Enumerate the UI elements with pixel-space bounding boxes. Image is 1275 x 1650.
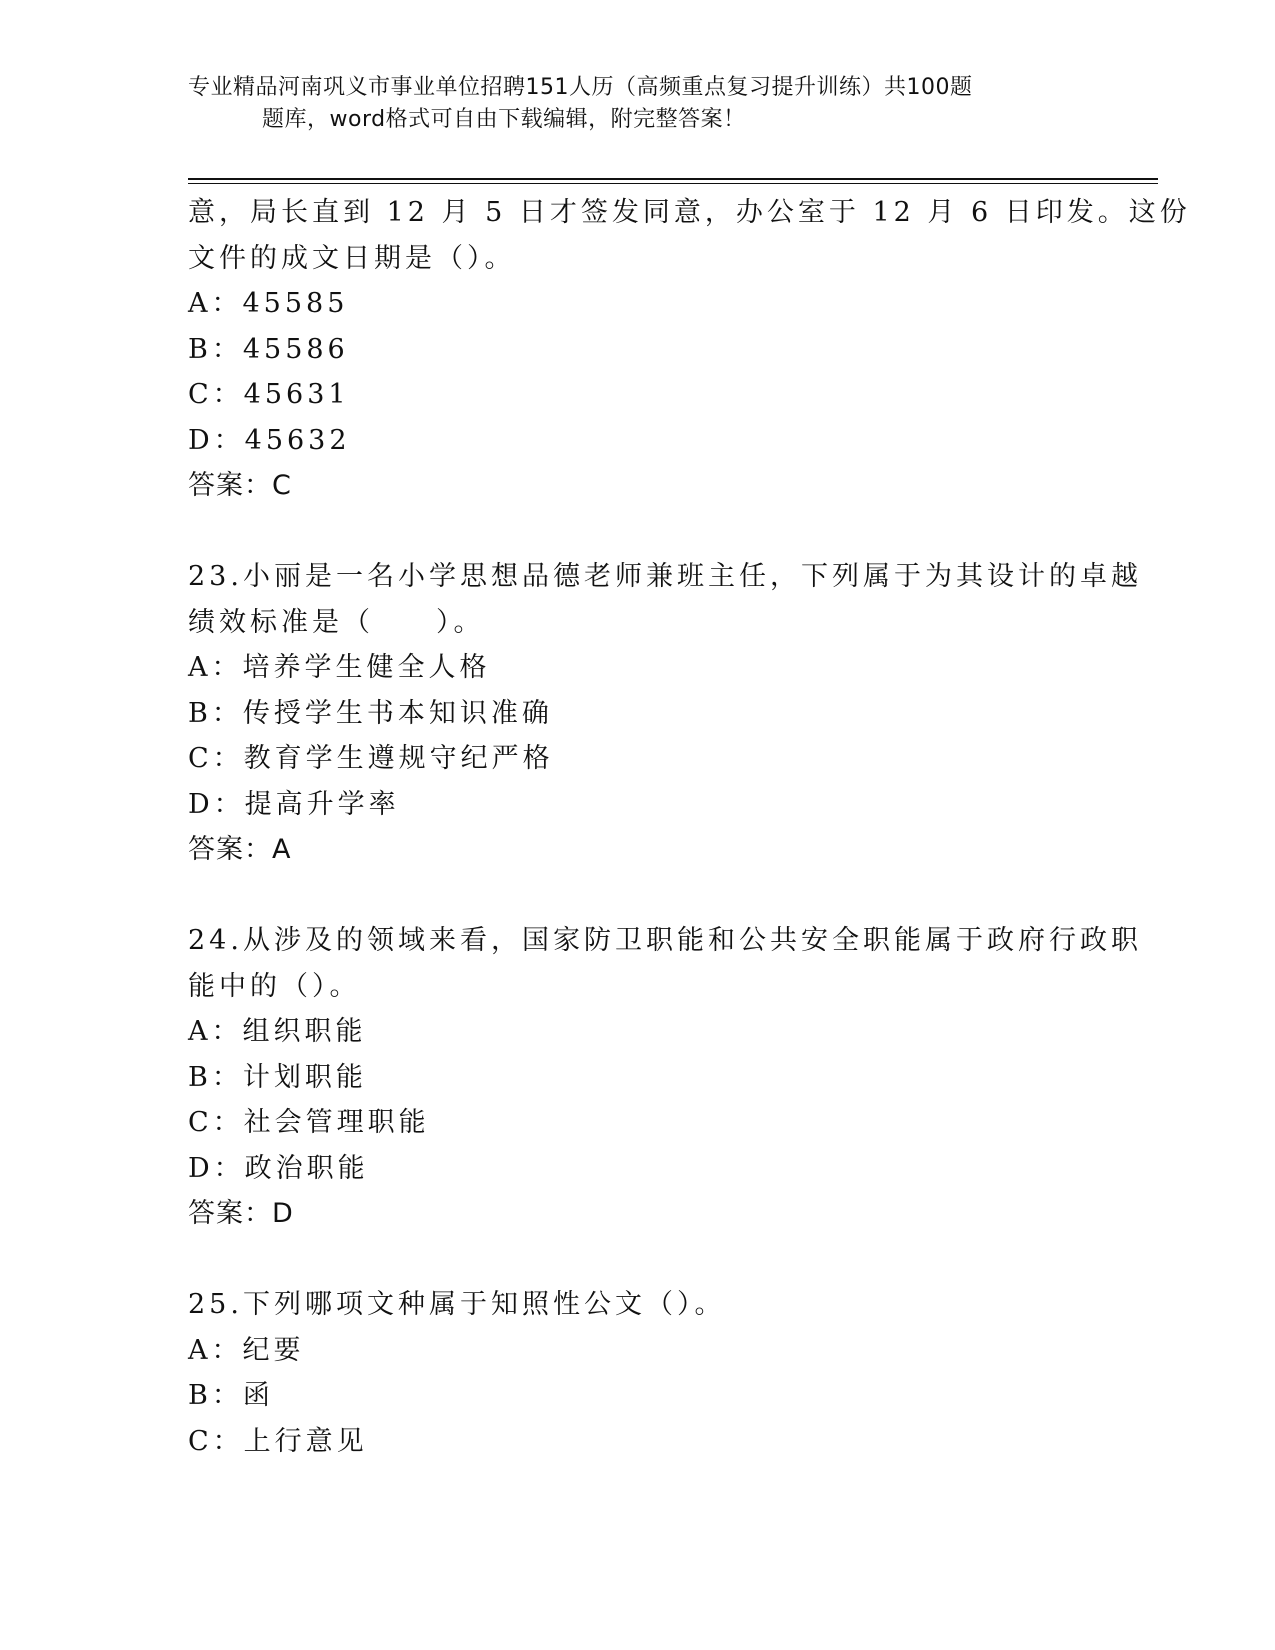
option-d: D：45632	[188, 424, 351, 456]
question-text: 23.小丽是一名小学思想品德老师兼班主任，下列属于为其设计的卓越	[188, 561, 1142, 592]
spacer	[188, 1237, 1088, 1283]
option-b: B：45586	[188, 333, 349, 365]
option-c: C：社会管理职能	[188, 1107, 430, 1138]
question-text: 24.从涉及的领域来看，国家防卫职能和公共安全职能属于政府行政职	[188, 925, 1142, 956]
option-a: A：纪要	[188, 1334, 305, 1366]
option-d: D：政治职能	[188, 1152, 369, 1184]
question-25	[188, 1282, 1088, 1464]
option-b: B：计划职能	[188, 1061, 367, 1093]
header-divider-thin	[188, 183, 1158, 184]
document-header	[188, 72, 1088, 136]
header-title-line1: 专业精品河南巩义市事业单位招聘151人历（高频重点复习提升训练）共100题	[188, 75, 973, 100]
document-body	[188, 190, 1191, 1464]
spacer	[188, 873, 1088, 919]
option-a: A：培养学生健全人格	[188, 652, 491, 683]
option-a: A：组织职能	[188, 1016, 367, 1047]
answer-line: 答案：C	[188, 470, 292, 501]
option-d: D：提高升学率	[188, 788, 400, 820]
header-title-line2: 题库，word格式可自由下载编辑，附完整答案！	[262, 107, 746, 132]
question-23	[188, 554, 1142, 873]
header-divider-thick	[188, 178, 1158, 180]
option-b: B：传授学生书本知识准确	[188, 697, 553, 729]
question-24	[188, 918, 1142, 1237]
question-22-continued	[188, 190, 1191, 509]
question-text: 意，局长直到 12 月 5 日才签发同意，办公室于 12 月 6 日印发。这份	[188, 197, 1191, 228]
question-text: 能中的（）。	[188, 970, 361, 1002]
question-text: 25.下列哪项文种属于知照性公文（）。	[188, 1289, 726, 1320]
question-text: 文件的成文日期是（）。	[188, 242, 516, 274]
option-c: C：上行意见	[188, 1425, 368, 1457]
option-c: C：教育学生遵规守纪严格	[188, 743, 554, 774]
answer-line: 答案：A	[188, 834, 292, 865]
answer-line: 答案：D	[188, 1198, 294, 1229]
question-text: 绩效标准是（ ）。	[188, 606, 485, 638]
option-a: A：45585	[188, 288, 349, 319]
option-c: C：45631	[188, 379, 350, 410]
spacer	[188, 509, 1088, 555]
option-b: B：函	[188, 1380, 274, 1411]
